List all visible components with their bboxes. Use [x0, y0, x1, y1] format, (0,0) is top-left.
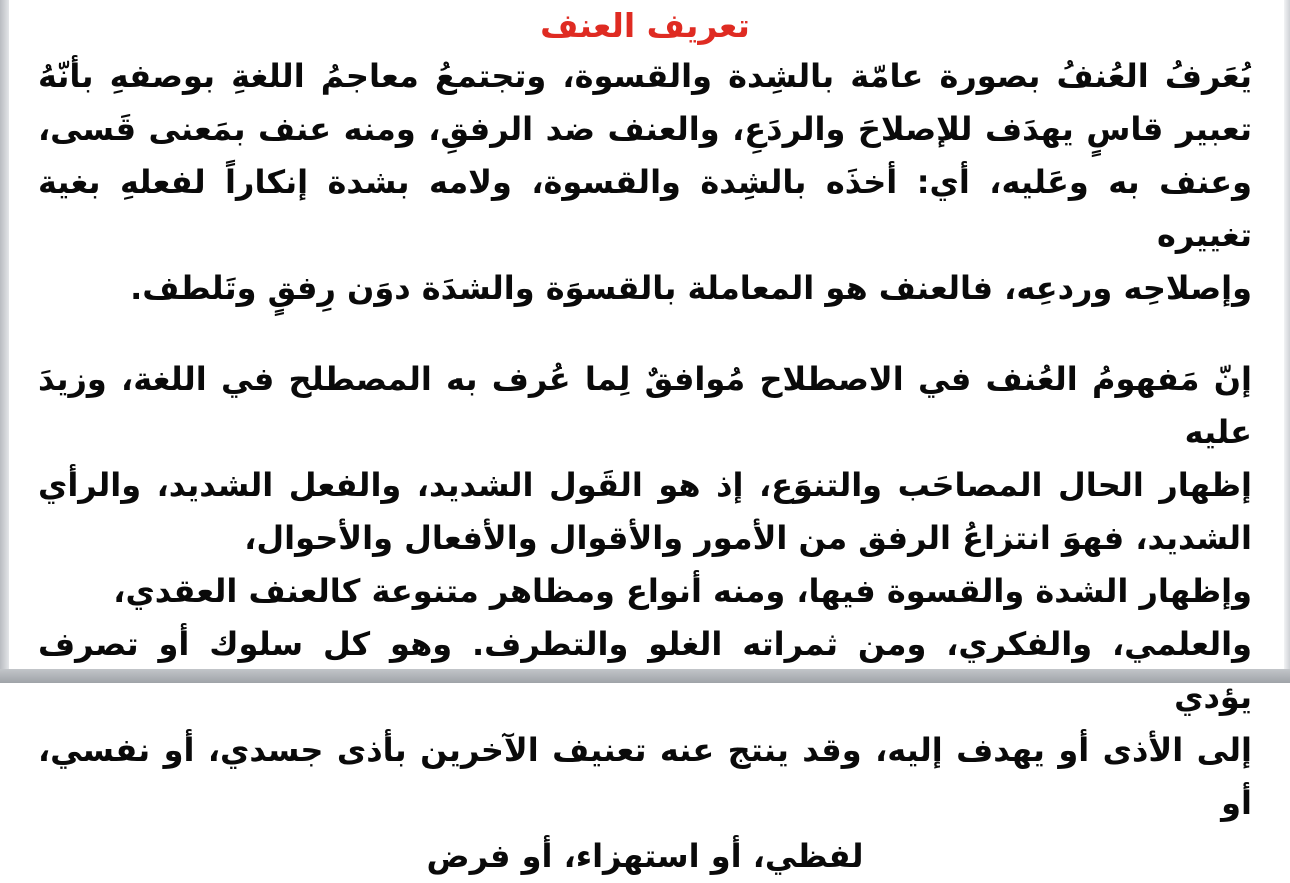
- p1-line4: وإصلاحِه وردعِه، فالعنف هو المعاملة بالقسوَة والشدَة دوَن رِفقٍ وتَلطف.: [130, 269, 1252, 307]
- p1-line3: وعنف به وعَليه، أي: أخذَه بالشِدة والقسوة، ولامه بشدة إنكاراً لفعلهِ بغية تغييره: [38, 163, 1252, 254]
- page-title: تعريف العنف: [540, 6, 750, 45]
- p1-line1: يُعَرفُ العُنفُ بصورة عامّة بالشِدة والقسوة، وتجتمعُ معاجمُ اللغةِ بوصفهِ بأنّهُ: [38, 57, 1252, 95]
- paragraph-definition-linguistic: [38, 50, 1252, 315]
- p2-line5: والعلمي، والفكري، ومن ثمراته الغلو والتطرف. وهو كل سلوك أو تصرف يؤدي: [38, 625, 1252, 716]
- p2-line7: لفظي، أو استهزاء، أو فرض: [426, 837, 864, 875]
- page-right-border: [1284, 0, 1290, 683]
- paragraph-definition-terminological: [38, 353, 1252, 883]
- document-page: [38, 6, 1252, 883]
- p2-line1: إنّ مَفهومُ العُنف في الاصطلاح مُوافقٌ لِما عُرف به المصطلح في اللغة، وزيدَ عليه: [38, 360, 1252, 451]
- p2-line2: إظهار الحال المصاحَب والتنوَع، إذ هو القَول الشديد، والفعل الشديد، والرأي: [38, 466, 1252, 504]
- p2-line3: الشديد، فهوَ انتزاعُ الرفق من الأمور والأقوال والأفعال والأحوال،: [244, 519, 1252, 557]
- p1-line2: تعبير قاسٍ يهدَف للإصلاحَ والردَعِ، والعنف ضد الرفقِ، ومنه عنف بمَعنى قَسى،: [38, 110, 1252, 148]
- p2-line4: وإظهار الشدة والقسوة فيها، ومنه أنواع ومظاهر متنوعة كالعنف العقدي،: [113, 572, 1252, 610]
- page-left-border: [0, 0, 9, 683]
- p2-line6: إلى الأذى أو يهدف إليه، وقد ينتج عنه تعنيف الآخرين بأذى جسدي، أو نفسي، أو: [38, 731, 1252, 822]
